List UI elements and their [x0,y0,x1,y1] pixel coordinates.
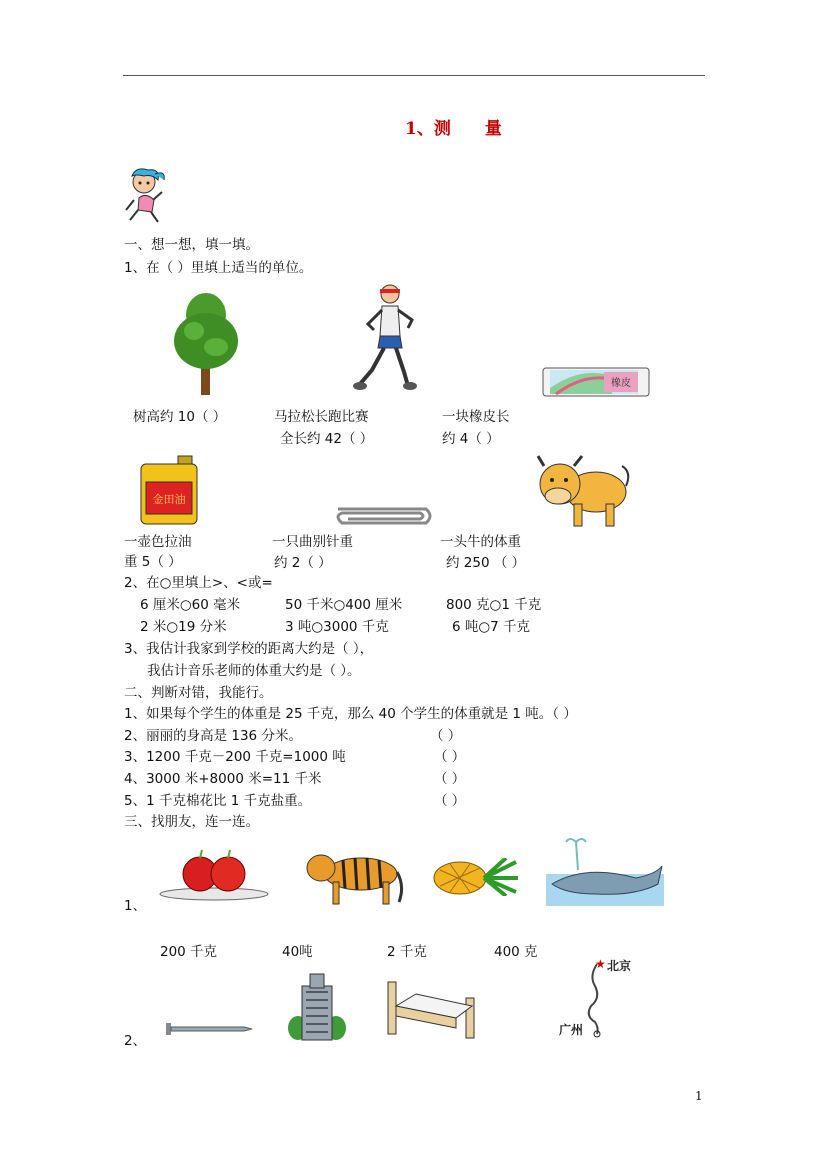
judge-3-paren: （ ） [434,749,466,765]
judge-2: 2、丽丽的身高是 136 分米。 [124,728,302,744]
tree-image [170,291,242,397]
oil-label: 金田油 [152,493,186,506]
item-oil-a: 一壶色拉油 [124,534,192,550]
mascot-image [122,166,170,228]
row2-label: 2、 [124,1033,147,1049]
judge-4-paren: （ ） [434,771,466,787]
compare-5: 3 吨○3000 千克 [285,619,389,635]
section1-q1: 1、在（ ）里填上适当的单位。 [124,260,313,276]
bed-image [386,976,476,1040]
compare-1: 6 厘米○60 毫米 [140,597,241,613]
map-beijing: 北京 [607,959,632,973]
section1-q2: 2、在○里填上>、<或= [124,575,273,591]
compare-6: 6 吨○7 千克 [452,619,531,635]
cow-image [534,450,632,530]
eraser-label: 橡皮 [611,378,631,389]
judge-4: 4、3000 米+8000 米=11 千米 [124,771,322,787]
weight-3: 2 千克 [387,944,427,960]
section1-heading: 一、想一想，填一填。 [124,237,259,253]
page-number: 1 [695,1089,703,1103]
judge-1: 1、如果每个学生的体重是 25 千克，那么 40 个学生的体重就是 1 吨。（ ） [124,706,577,722]
item-oil-b: 重 5（ ） [124,554,182,570]
section1-q3b: 我估计音乐老师的体重大约是（ ）。 [147,663,361,679]
tiger-image [303,842,405,906]
pineapple-image [432,858,518,896]
item-marathon-a: 马拉松长跑比赛 [274,409,369,425]
title-word: 量 [484,119,502,139]
item-clip-b: 约 2（ ） [274,555,332,571]
section2-heading: 二、判断对错，我能行。 [124,685,273,701]
row1-label: 1、 [124,898,147,914]
star-icon: ★ [595,957,606,971]
weight-1: 200 千克 [160,944,218,960]
item-eraser-b: 约 4（ ） [442,431,500,447]
judge-3: 3、1200 千克－200 千克=1000 吨 [124,749,346,765]
item-marathon-b: 全长约 42（ ） [280,431,374,447]
whale-image [546,834,664,906]
judge-5: 5、1 千克棉花比 1 千克盐重。 [124,793,312,809]
weight-2: 40吨 [282,944,313,960]
oil-jug-image [138,454,200,526]
route-map-image [555,956,635,1040]
runner-image [352,280,428,396]
item-eraser-a: 一块橡皮长 [442,409,510,425]
apples-image [158,848,270,902]
weight-4: 400 克 [494,944,538,960]
compare-3: 800 克○1 千克 [446,597,542,613]
map-guangzhou: 广州 [559,1023,584,1037]
nail-image [164,1022,254,1036]
paperclip-image [330,505,438,527]
item-tree: 树高约 10（ ） [133,409,227,425]
title-number: 1、测 [405,119,451,139]
page-title [405,114,502,139]
section3-heading: 三、找朋友，连一连。 [124,814,259,830]
item-clip-a: 一只曲别针重 [272,534,353,550]
header-rule [123,75,705,76]
building-image [288,970,346,1042]
judge-5-paren: （ ） [434,793,466,809]
section1-q3a: 3、我估计我家到学校的距离大约是（ ）， [124,641,374,657]
item-cow-b: 约 250 （ ） [446,555,526,571]
compare-4: 2 米○19 分米 [140,619,227,635]
judge-2-paren: （ ） [430,728,462,744]
item-cow-a: 一头牛的体重 [440,534,521,550]
compare-2: 50 千米○400 厘米 [285,597,403,613]
eraser-image [542,366,650,398]
